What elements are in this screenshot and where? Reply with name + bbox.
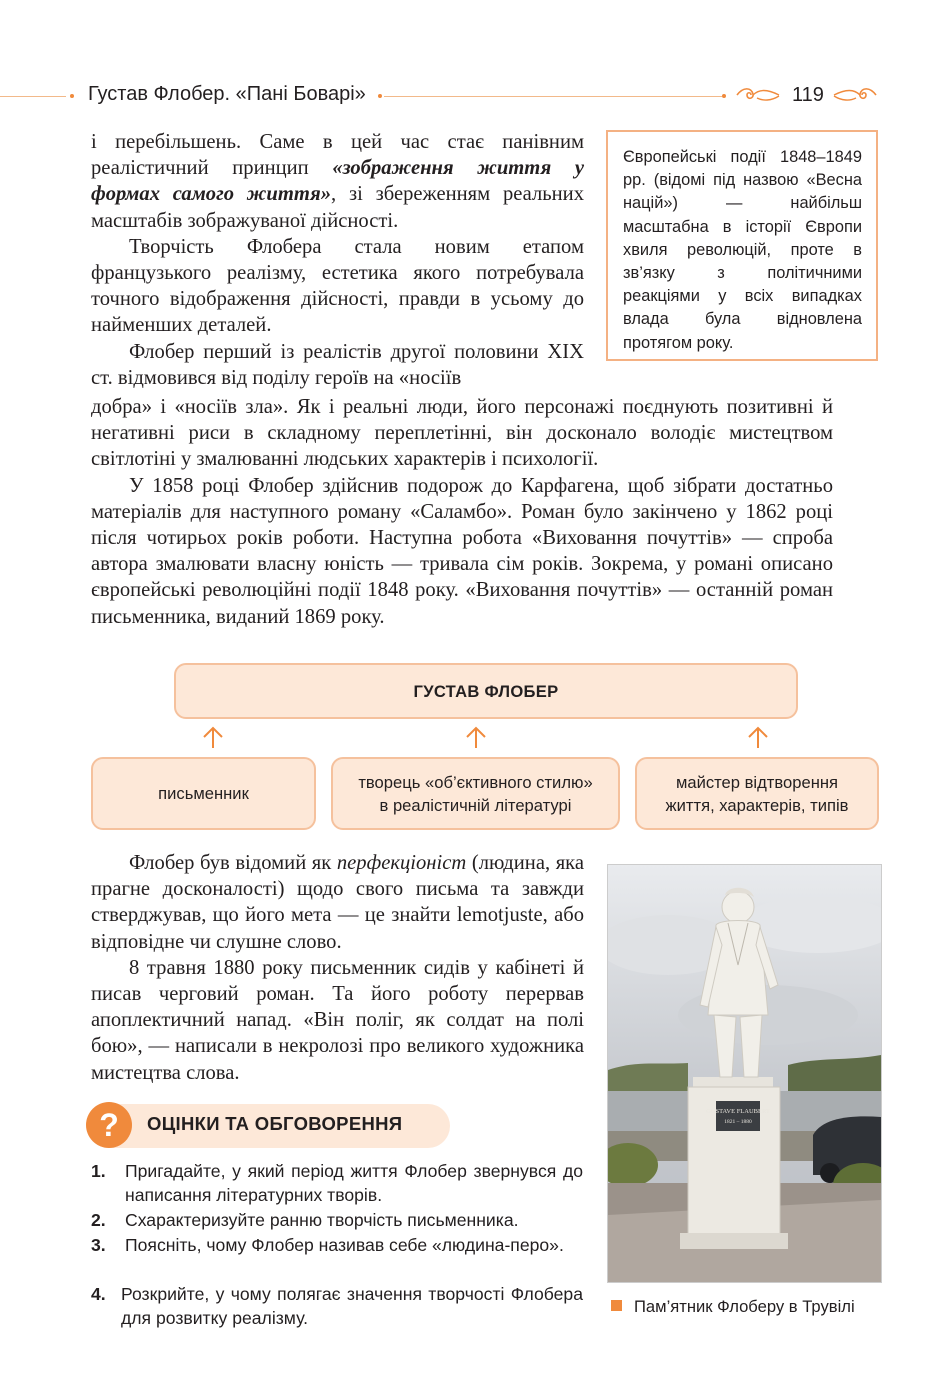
arrow-up-icon <box>201 725 225 749</box>
body-text-wide <box>91 394 833 630</box>
diagram-title: ГУСТАВ ФЛОБЕР <box>413 681 559 701</box>
ornament-left-icon <box>735 86 781 104</box>
monument-illustration <box>608 865 881 1282</box>
header-dot-right <box>722 94 726 98</box>
paragraph-new-stage: Творчість Флобера стала новим етапом французького реалізму, естетика якого потребувала точного відображення дійсності, правди в усьому до найменших деталей. <box>91 235 584 337</box>
paragraph-first-realist: Флобер перший із реалістів другої половини XIX ст. відмовився від поділу героїв на «носіїв <box>91 340 584 389</box>
diagram-title-box <box>174 663 798 719</box>
paragraph-carthage: У 1858 році Флобер здійснив подорож до Карфагена, щоб зібрати достатньо матеріалів для наступного роману «Саламбо». Роман було закінчено у 1862 році після чотирьох років роботи. Наступна робота «Виховання почуттів» — спроба автора змалювати власну юність — тривала сім років. Зокрема, у романі описано європейські революційні події 1848 року. «Виховання почуттів» — останній роман письменника, виданий 1869 року. <box>91 474 833 628</box>
header-rule-middle <box>384 96 722 97</box>
page-number: 119 <box>792 84 824 106</box>
info-box-spring-of-nations: Європейські події 1848–1849 рр. (відомі під назвою «Весна націй») — найбільш масштабна в історії Європи хвиля революцій, проте в зв’язку з політичними реакціями у всіх випадках влада була відновлена протягом року. <box>606 130 878 361</box>
diagram-box-master: майстер відтворення життя, характерів, типів <box>635 757 879 830</box>
question-item: 4. Розкрийте, у чому полягає значення творчості Флобера для розвитку реалізму. <box>91 1284 583 1329</box>
diagram-box-objective-style: творець «об’єктивного стилю» в реалістичній літературі <box>331 757 620 830</box>
body-text-bottom <box>91 850 584 1086</box>
term-perfectionist: перфекціоніст <box>336 852 467 874</box>
arrow-up-icon <box>464 725 488 749</box>
question-item: 2. Схарактеризуйте ранню творчість письменника. <box>91 1210 519 1230</box>
question-mark-icon: ? <box>86 1102 132 1148</box>
header-rule-left <box>0 96 66 97</box>
header-dot-left <box>70 94 74 98</box>
paragraph-perfectionist: Флобер був відомий як перфекціоніст (людина, яка прагне досконалості) щодо свого письма та завжди стверджував, що його мета — це знайти lemotjuste, або відповідне чи слушне слово. <box>91 852 584 953</box>
caption-marker-icon <box>611 1300 622 1311</box>
running-title: Густав Флобер. «Пані Боварі» <box>88 83 366 105</box>
arrow-up-icon <box>746 725 770 749</box>
section-title: ОЦІНКИ ТА ОБГОВОРЕННЯ <box>147 1113 403 1134</box>
plaque-years: 1821 – 1880 <box>724 1119 752 1125</box>
body-text-top <box>91 129 584 391</box>
emphasis-principle: «зображення життя у формах самого життя» <box>91 157 585 206</box>
flaubert-monument-photo <box>607 864 882 1283</box>
ornament-right-icon <box>832 86 878 104</box>
plaque-name: GUSTAVE FLAUBERT <box>706 1108 770 1115</box>
question-item: 3. Поясніть, чому Флобер називав себе «людина-перо». <box>91 1235 564 1255</box>
diagram-box-writer: письменник <box>91 757 316 830</box>
paragraph-death: 8 травня 1880 року письменник сидів у кабінеті й писав черговий роман. Та його роботу перервав апоплектичний напад. «Він поліг, як солдат на полі бою», — написали в некролозі про великого художника мистецтва слова. <box>91 956 584 1084</box>
question-item: 1. Пригадайте, у який період життя Флобер звернувся до написання літературних творів. <box>91 1161 583 1206</box>
paragraph-first-realist-cont: добра» і «носіїв зла». Як і реальні люди, його персонажі поєднують позитивні й негативні риси в складному переплетінні, він досконало володіє мистецтвом світлотіні у змалюванні людських характерів і психології. <box>91 396 833 471</box>
header-dot-mid <box>378 94 382 98</box>
photo-caption: Пам’ятник Флоберу в Трувілі <box>611 1297 855 1317</box>
paragraph-realism-principle: і перебільшень. Саме в цей час стає панівним реалістичний принцип «зображення життя у формах самого життя», зі збереженням реальних масштабів зображуваної дійсності. <box>91 131 585 232</box>
